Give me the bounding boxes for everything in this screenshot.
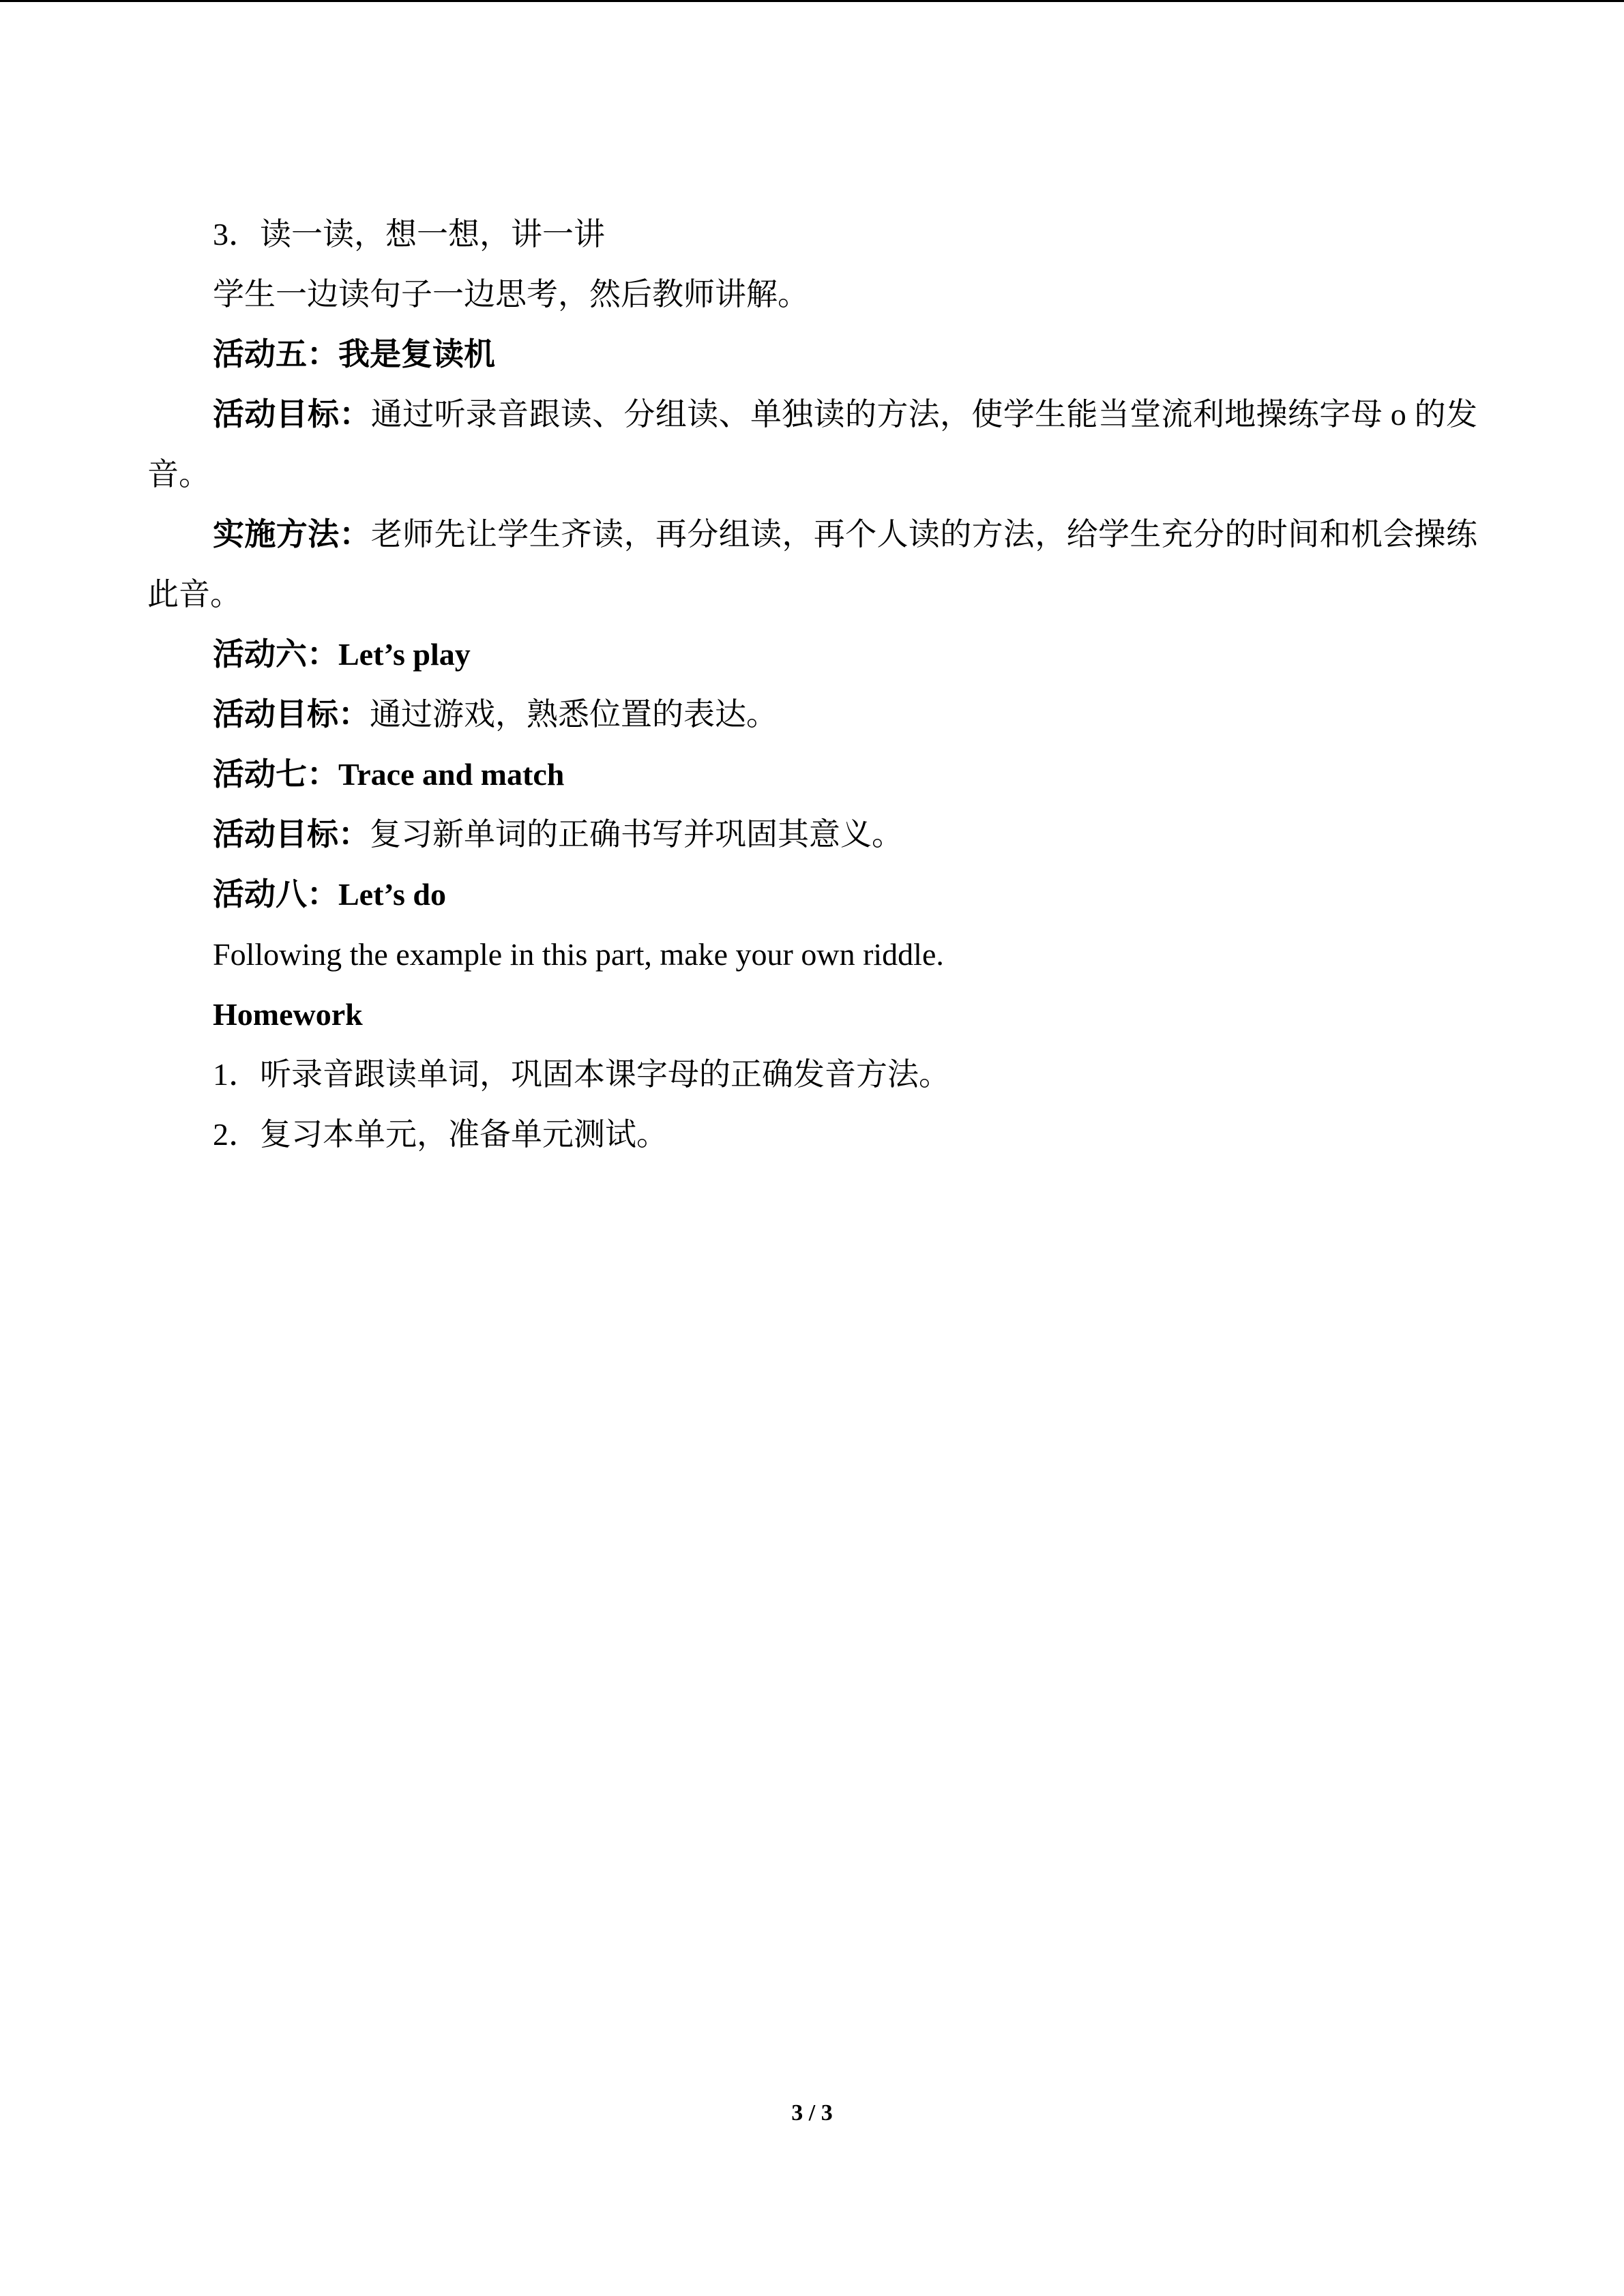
goal-label: 活动目标： (213, 697, 370, 732)
homework-item-1: 1．听录音跟读单词，巩固本课字母的正确发音方法。 (213, 1057, 950, 1092)
goal-label: 活动目标： (213, 397, 371, 432)
document-body (147, 205, 1477, 1165)
activity-6-heading: 活动六：Let’s play (213, 637, 471, 672)
activity-7-goal (147, 805, 1477, 865)
goal-text: 复习新单词的正确书写并巩固其意义。 (370, 817, 903, 852)
goal-text: 通过游戏，熟悉位置的表达。 (370, 697, 778, 732)
page-number: 3 / 3 (791, 2100, 833, 2126)
method-text: 老师先让学生齐读，再分组读，再个人读的方法，给学生充分的时间和机会操练此音。 (147, 517, 1478, 612)
activity-6-goal (147, 685, 1477, 745)
homework-item-2: 2．复习本单元，准备单元测试。 (213, 1117, 668, 1152)
activity-5-heading: 活动五：我是复读机 (213, 337, 495, 372)
activity-5-method (147, 505, 1477, 625)
homework-heading: Homework (213, 997, 363, 1032)
method-label: 实施方法： (213, 517, 371, 552)
goal-label: 活动目标： (213, 817, 370, 852)
page-top-border (0, 0, 1624, 2)
activity-8-heading: 活动八：Let’s do (213, 877, 447, 912)
activity-5-goal (147, 385, 1477, 505)
activity-7-heading: 活动七：Trace and match (213, 757, 565, 792)
step-heading-read-think-tell: 3．读一读，想一想，讲一讲 (213, 217, 605, 252)
activity-8-description: Following the example in this part, make your own riddle. (213, 937, 944, 972)
goal-text: 通过听录音跟读、分组读、单独读的方法，使学生能当堂流利地操练字母 o 的发音。 (147, 397, 1477, 492)
step-description: 学生一边读句子一边思考，然后教师讲解。 (213, 277, 809, 312)
